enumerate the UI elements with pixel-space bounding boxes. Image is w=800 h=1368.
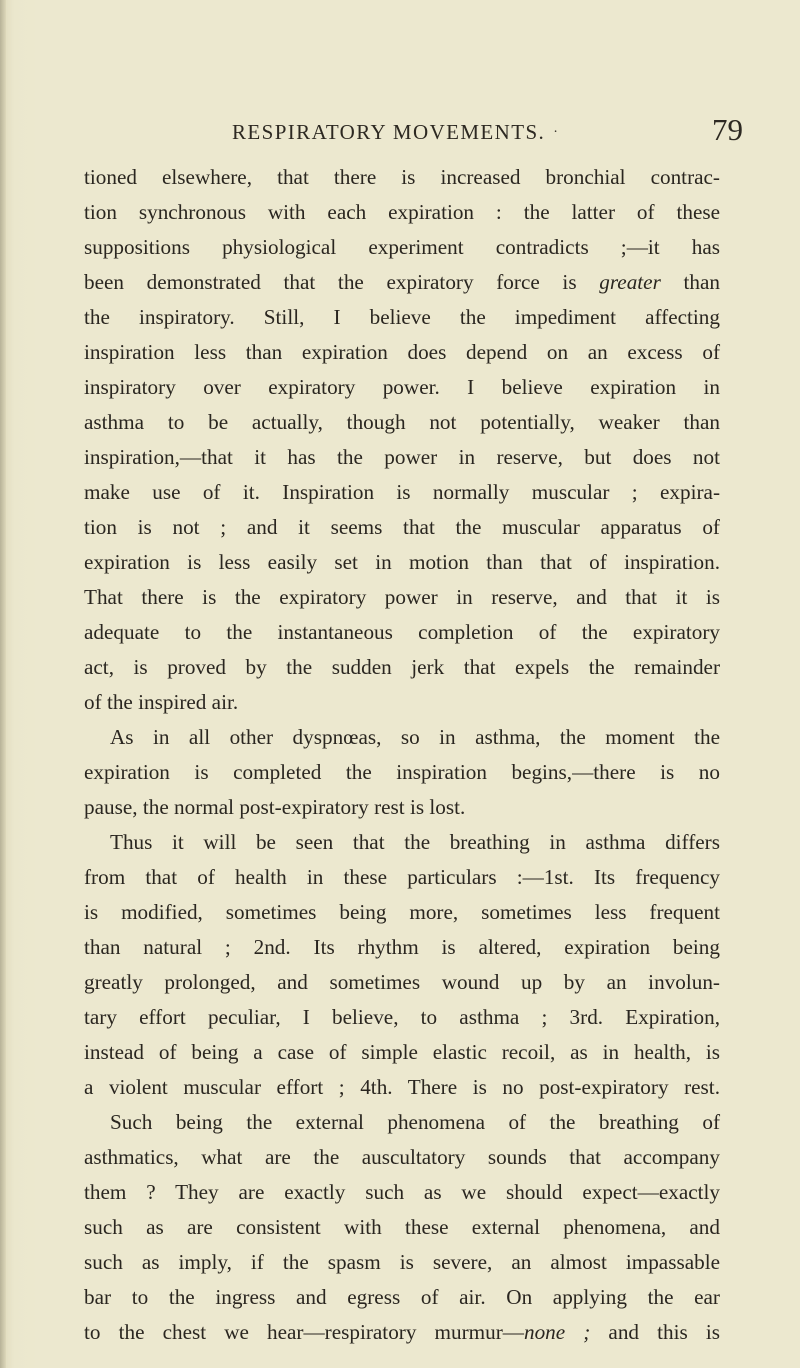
text-line: tary effort peculiar, I believe, to asthma ; 3rd. Expiration, (84, 1005, 720, 1029)
text-line: pause, the normal post-expiratory rest is lost. (84, 795, 466, 819)
text-line: tion synchronous with each expiration : the latter of these (84, 200, 720, 224)
italic-emphasis: none ; (523, 1320, 591, 1344)
gutter-shadow (0, 0, 6, 1368)
line-segment: to the chest we hear—respiratory murmur— (84, 1320, 524, 1344)
text-line: the inspiratory. Still, I believe the impediment affecting (84, 305, 720, 329)
text-line: of the inspired air. (84, 690, 239, 714)
text-line: expiration is less easily set in motion than that of inspiration. (84, 550, 720, 574)
text-line: such as are consistent with these external phenomena, and (84, 1215, 720, 1239)
text-line: inspiratory over expiratory power. I believe expiration in (84, 375, 720, 399)
text-line: than natural ; 2nd. Its rhythm is altered, expiration being (84, 935, 720, 959)
text-line: Such being the external phenomena of the breathing of (110, 1110, 720, 1134)
text-line: tion is not ; and it seems that the muscular apparatus of (84, 515, 720, 539)
text-line: act, is proved by the sudden jerk that expels the remainder (84, 655, 720, 679)
text-line: inspiration,—that it has the power in reserve, but does not (84, 445, 720, 469)
text-line: instead of being a case of simple elastic recoil, as in health, is (84, 1040, 720, 1064)
text-line: is modified, sometimes being more, sometimes less frequent (84, 900, 720, 924)
italic-emphasis: greater (599, 270, 661, 294)
line-segment: and this is (590, 1320, 720, 1344)
text-line: bar to the ingress and egress of air. On applying the ear (84, 1285, 720, 1309)
text-line: inspiration less than expiration does depend on an excess of (84, 340, 720, 364)
text-line: As in all other dyspnœas, so in asthma, the moment the (110, 725, 720, 749)
text-line: greatly prolonged, and sometimes wound up by an involun- (84, 970, 720, 994)
line-segment: than (660, 270, 720, 294)
text-line (84, 1315, 720, 1350)
text-line: from that of health in these particulars :—1st. Its frequency (84, 865, 720, 889)
text-line: them ? They are exactly such as we should expect—exactly (84, 1180, 720, 1204)
text-line: suppositions physiological experiment contradicts ;—it has (84, 235, 720, 259)
text-line: adequate to the instantaneous completion of the expiratory (84, 620, 720, 644)
text-line: tioned elsewhere, that there is increased bronchial contrac- (84, 165, 720, 189)
text-line: asthmatics, what are the auscultatory sounds that accompany (84, 1145, 720, 1169)
page-number: 79 (712, 112, 743, 147)
running-head (232, 120, 612, 145)
text-line: asthma to be actually, though not potentially, weaker than (84, 410, 720, 434)
text-line: make use of it. Inspiration is normally muscular ; expira- (84, 480, 720, 504)
body-text (84, 160, 720, 1350)
text-line: such as imply, if the spasm is severe, an almost impassable (84, 1250, 720, 1274)
line-segment: been demonstrated that the expiratory force is (84, 270, 600, 294)
text-line: Thus it will be seen that the breathing in asthma differs (110, 830, 720, 854)
text-line: That there is the expiratory power in reserve, and that it is (84, 585, 720, 609)
text-line: expiration is completed the inspiration begins,—there is no (84, 760, 720, 784)
running-head-separator: · (553, 125, 560, 140)
running-title: RESPIRATORY MOVEMENTS. (232, 120, 546, 144)
text-line: a violent muscular effort ; 4th. There is no post-expiratory rest. (84, 1075, 720, 1099)
text-line (84, 265, 720, 300)
